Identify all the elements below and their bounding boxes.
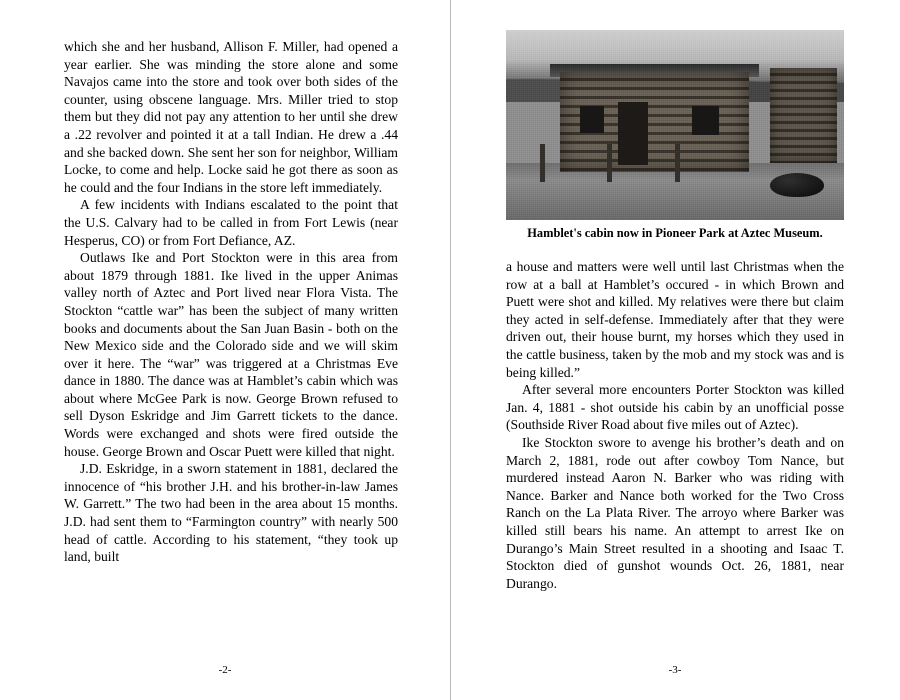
- figure-caption: Hamblet's cabin now in Pioneer Park at Aztec Museum.: [527, 226, 823, 240]
- figure-text-spacer: [506, 247, 844, 258]
- figure: [506, 30, 844, 241]
- hamblet-cabin-photograph: [506, 30, 844, 220]
- page-number: -3-: [668, 664, 682, 676]
- left-page-text-column: [64, 38, 398, 566]
- paragraph: After several more encounters Porter Stockton was killed Jan. 4, 1881 - shot outside his cabin by an unofficial posse (Southside River Road about five miles out of Aztec).: [506, 382, 844, 433]
- photo-grain-overlay: [506, 30, 844, 220]
- paragraph: Ike Stockton swore to avenge his brother’s death and on March 2, 1881, rode out after cowboy Tom Nance, but murdered instead Aaron N. Barker who was riding with Nance. Barker and Nance both worked for the Two Cross Ranch on the La Plata River. The arroyo where Barker was killed still bears his name. An attempt to arrest Ike on Durango’s Main Street resulted in a shooting and Isaac T. Stockton died of gunshot wounds Oct. 26, 1881, near Durango.: [506, 434, 844, 591]
- right-page: [450, 0, 900, 700]
- paragraph: which she and her husband, Allison F. Miller, had opened a year earlier. She was minding the store alone and some Navajos came into the store and took over both sides of the counter, using obscene language. Mrs. Miller tried to stop them but they did not pay any attention to her until she drew a .22 revolver and pointed it at a tall Indian. He drew a .44 and she backed down. She sent her son for neighbor, William Locke, to come and help. Locke said he got there as soon as he could and the four Indians in the store left immediately.: [64, 39, 398, 195]
- paragraph: a house and matters were well until last Christmas when the row at a ball at Hamblet’s occured - in which Brown and Puett were shot and killed. My relatives were there but claim they acted in self-defense. Immediately after that they were driven out, their house burnt, my horses which they used in the cattle business, taken by the mob and my stock was and is being killed.”: [506, 259, 844, 380]
- right-page-text-column: [506, 258, 844, 592]
- paragraph: A few incidents with Indians escalated to the point that the U.S. Calvary had to be called in from Fort Lewis (near Hesperus, CO) or from Fort Defiance, AZ.: [64, 197, 398, 248]
- paragraph: J.D. Eskridge, in a sworn statement in 1881, declared the innocence of “his brother J.H. and his brother-in-law James W. Garrett.” The two had been in the area about 15 months. J.D. had sent them to “Farmington country” with nearly 500 head of cattle. According to his statement, “they took up land, built: [64, 461, 398, 565]
- page-number: -2-: [218, 664, 232, 676]
- paragraph: Outlaws Ike and Port Stockton were in this area from about 1879 through 1881. Ike lived in the upper Animas valley north of Aztec and Port lived near Flora Vista. The Stockton “cattle war” has been the subject of many written books and documents about the San Juan Basin - both on the New Mexico side and the Colorado side and we will skim over it here. The “war” was triggered at a Christmas Eve dance in 1880. The dance was at Hamblet’s cabin which was about where McGee Park is now. George Brown refused to sell Dyson Eskridge and Jim Garrett tickets to the dance. Words were exchanged and shots were fired outside the house. George Brown and Oscar Puett were killed that night.: [64, 250, 398, 459]
